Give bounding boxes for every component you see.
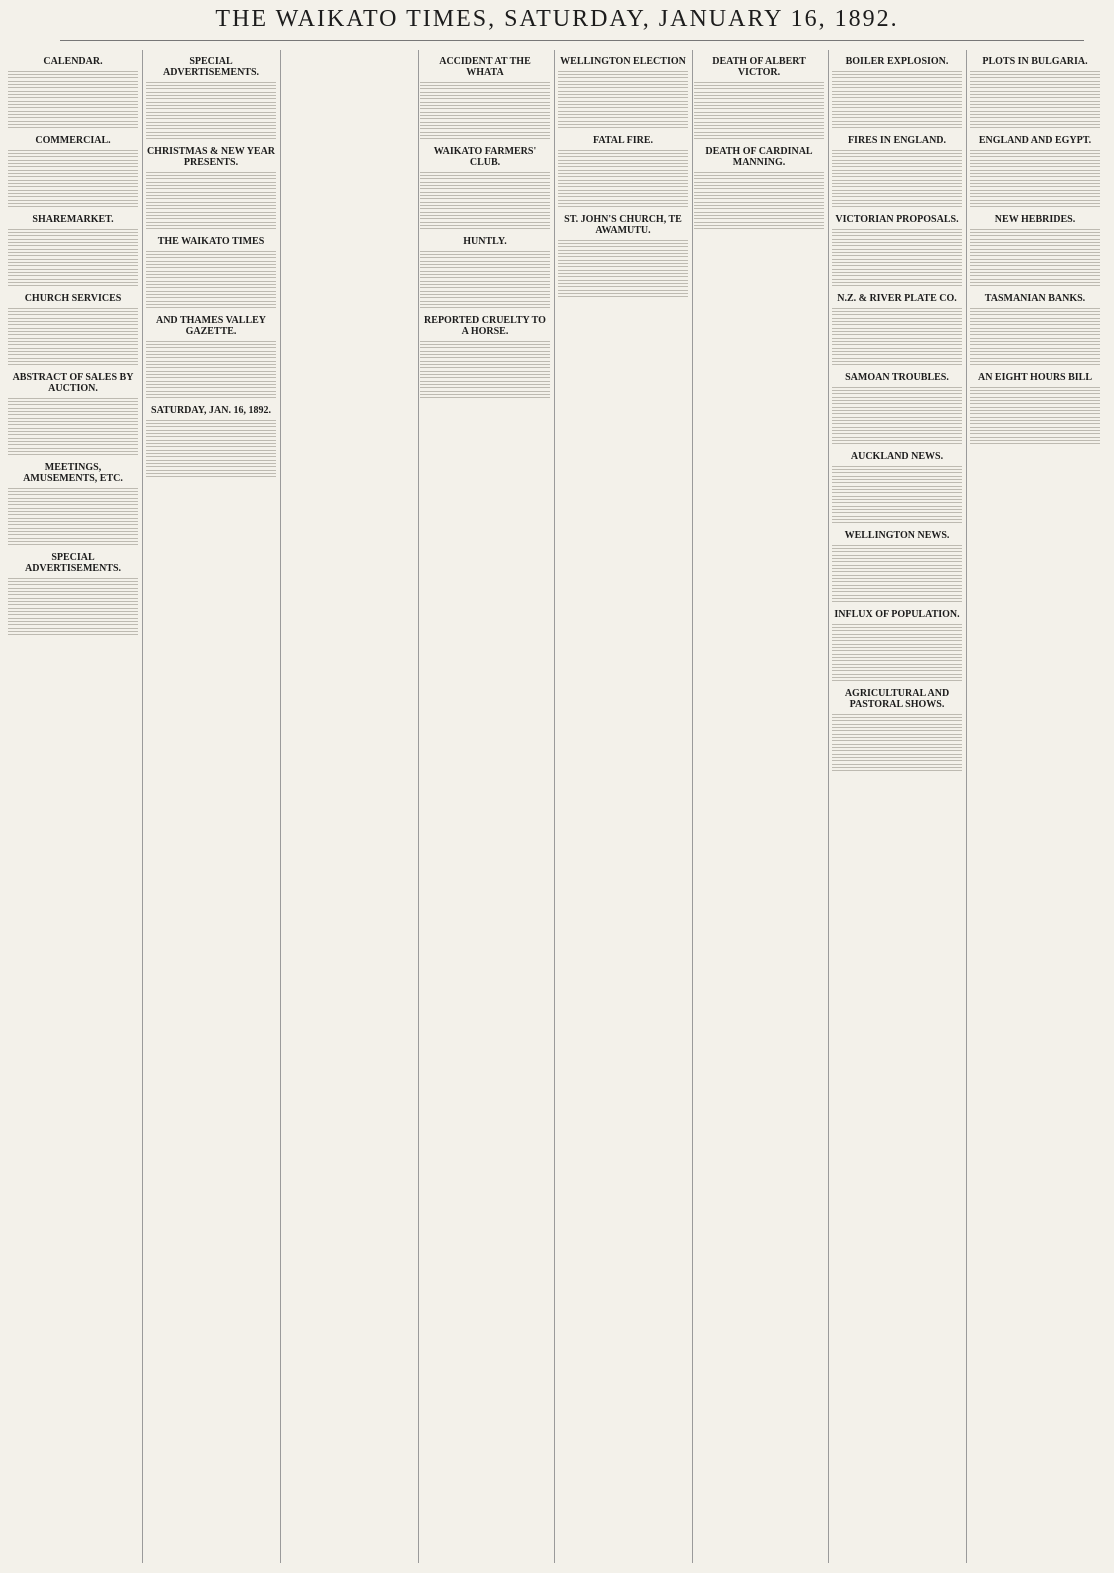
illegible-text-placeholder bbox=[8, 618, 138, 626]
column-heading: AUCKLAND NEWS. bbox=[850, 451, 944, 462]
illegible-text-placeholder bbox=[832, 269, 962, 277]
column-rule bbox=[828, 50, 829, 1563]
illegible-text-placeholder bbox=[832, 595, 962, 603]
illegible-text-placeholder bbox=[970, 338, 1100, 346]
illegible-text-placeholder bbox=[146, 301, 276, 309]
illegible-text-placeholder bbox=[420, 301, 550, 309]
illegible-text-placeholder bbox=[832, 259, 962, 267]
column-heading: CALENDAR. bbox=[43, 56, 103, 67]
illegible-text-placeholder bbox=[832, 486, 962, 494]
illegible-text-placeholder bbox=[420, 351, 550, 359]
illegible-text-placeholder bbox=[832, 575, 962, 583]
illegible-text-placeholder bbox=[832, 674, 962, 682]
illegible-text-placeholder bbox=[558, 121, 688, 129]
illegible-text-placeholder bbox=[8, 91, 138, 99]
illegible-text-placeholder bbox=[146, 430, 276, 438]
illegible-text-placeholder bbox=[146, 450, 276, 458]
column-heading: WELLINGTON ELECTION bbox=[560, 56, 686, 67]
illegible-text-placeholder bbox=[832, 150, 962, 158]
illegible-text-placeholder bbox=[832, 318, 962, 326]
illegible-text-placeholder bbox=[970, 111, 1100, 119]
illegible-text-placeholder bbox=[146, 371, 276, 379]
illegible-text-placeholder bbox=[420, 361, 550, 369]
illegible-text-placeholder bbox=[832, 545, 962, 553]
illegible-text-placeholder bbox=[970, 121, 1100, 129]
illegible-text-placeholder bbox=[970, 279, 1100, 287]
illegible-text-placeholder bbox=[8, 588, 138, 596]
column-heading: CHRISTMAS & NEW YEAR PRESENTS. bbox=[146, 146, 276, 168]
illegible-text-placeholder bbox=[832, 180, 962, 188]
illegible-text-placeholder bbox=[832, 387, 962, 395]
column-6 bbox=[694, 50, 824, 1563]
illegible-text-placeholder bbox=[832, 91, 962, 99]
illegible-text-placeholder bbox=[970, 180, 1100, 188]
illegible-text-placeholder bbox=[146, 391, 276, 399]
illegible-text-placeholder bbox=[146, 440, 276, 448]
column-heading: TASMANIAN BANKS. bbox=[984, 293, 1086, 304]
column-heading: AN EIGHT HOURS BILL bbox=[977, 372, 1092, 383]
illegible-text-placeholder bbox=[558, 200, 688, 208]
illegible-text-placeholder bbox=[970, 170, 1100, 178]
illegible-text-placeholder bbox=[970, 358, 1100, 366]
illegible-text-placeholder bbox=[420, 82, 550, 90]
column-heading: NEW HEBRIDES. bbox=[994, 214, 1076, 225]
illegible-text-placeholder bbox=[8, 488, 138, 496]
illegible-text-placeholder bbox=[420, 281, 550, 289]
illegible-text-placeholder bbox=[420, 381, 550, 389]
illegible-text-placeholder bbox=[146, 192, 276, 200]
illegible-text-placeholder bbox=[832, 427, 962, 435]
illegible-text-placeholder bbox=[558, 290, 688, 298]
illegible-text-placeholder bbox=[8, 71, 138, 79]
masthead-rule bbox=[60, 40, 1084, 41]
illegible-text-placeholder bbox=[832, 764, 962, 772]
illegible-text-placeholder bbox=[146, 182, 276, 190]
illegible-text-placeholder bbox=[694, 212, 824, 220]
illegible-text-placeholder bbox=[8, 438, 138, 446]
illegible-text-placeholder bbox=[832, 170, 962, 178]
illegible-text-placeholder bbox=[970, 91, 1100, 99]
illegible-text-placeholder bbox=[832, 644, 962, 652]
illegible-text-placeholder bbox=[970, 259, 1100, 267]
column-heading: SATURDAY, JAN. 16, 1892. bbox=[151, 405, 271, 416]
illegible-text-placeholder bbox=[832, 249, 962, 257]
illegible-text-placeholder bbox=[420, 271, 550, 279]
illegible-text-placeholder bbox=[694, 92, 824, 100]
illegible-text-placeholder bbox=[832, 624, 962, 632]
illegible-text-placeholder bbox=[694, 172, 824, 180]
illegible-text-placeholder bbox=[146, 92, 276, 100]
illegible-text-placeholder bbox=[558, 180, 688, 188]
illegible-text-placeholder bbox=[8, 498, 138, 506]
illegible-text-placeholder bbox=[558, 250, 688, 258]
illegible-text-placeholder bbox=[832, 338, 962, 346]
illegible-text-placeholder bbox=[694, 122, 824, 130]
illegible-text-placeholder bbox=[420, 172, 550, 180]
illegible-text-placeholder bbox=[420, 261, 550, 269]
illegible-text-placeholder bbox=[970, 328, 1100, 336]
column-heading: DEATH OF ALBERT VICTOR. bbox=[712, 56, 806, 78]
column-heading: DEATH OF CARDINAL MANNING. bbox=[705, 146, 813, 168]
illegible-text-placeholder bbox=[832, 239, 962, 247]
illegible-text-placeholder bbox=[8, 448, 138, 456]
illegible-text-placeholder bbox=[970, 150, 1100, 158]
illegible-text-placeholder bbox=[832, 734, 962, 742]
illegible-text-placeholder bbox=[558, 71, 688, 79]
illegible-text-placeholder bbox=[8, 318, 138, 326]
illegible-text-placeholder bbox=[8, 528, 138, 536]
illegible-text-placeholder bbox=[8, 408, 138, 416]
illegible-text-placeholder bbox=[420, 212, 550, 220]
illegible-text-placeholder bbox=[8, 150, 138, 158]
illegible-text-placeholder bbox=[146, 132, 276, 140]
illegible-text-placeholder bbox=[420, 222, 550, 230]
illegible-text-placeholder bbox=[970, 308, 1100, 316]
illegible-text-placeholder bbox=[146, 212, 276, 220]
illegible-text-placeholder bbox=[558, 170, 688, 178]
illegible-text-placeholder bbox=[146, 420, 276, 428]
illegible-text-placeholder bbox=[832, 190, 962, 198]
column-heading: SPECIAL ADVERTISEMENTS. bbox=[162, 56, 260, 78]
column-heading: AGRICULTURAL AND PASTORAL SHOWS. bbox=[844, 688, 950, 710]
illegible-text-placeholder bbox=[8, 418, 138, 426]
column-heading: ST. JOHN'S CHURCH, TE AWAMUTU. bbox=[564, 214, 682, 236]
illegible-text-placeholder bbox=[420, 202, 550, 210]
illegible-text-placeholder bbox=[970, 407, 1100, 415]
illegible-text-placeholder bbox=[832, 279, 962, 287]
illegible-text-placeholder bbox=[970, 387, 1100, 395]
illegible-text-placeholder bbox=[558, 190, 688, 198]
illegible-text-placeholder bbox=[832, 664, 962, 672]
illegible-text-placeholder bbox=[558, 81, 688, 89]
column-rule bbox=[966, 50, 967, 1563]
illegible-text-placeholder bbox=[420, 291, 550, 299]
masthead-title: THE WAIKATO TIMES, SATURDAY, JANUARY 16, 1892. bbox=[215, 6, 899, 32]
illegible-text-placeholder bbox=[8, 229, 138, 237]
column-rule bbox=[142, 50, 143, 1563]
illegible-text-placeholder bbox=[832, 200, 962, 208]
illegible-text-placeholder bbox=[8, 348, 138, 356]
illegible-text-placeholder bbox=[832, 565, 962, 573]
illegible-text-placeholder bbox=[146, 381, 276, 389]
column-heading: N.Z. & RIVER PLATE CO. bbox=[837, 293, 957, 304]
illegible-text-placeholder bbox=[832, 506, 962, 514]
illegible-text-placeholder bbox=[832, 754, 962, 762]
illegible-text-placeholder bbox=[832, 585, 962, 593]
illegible-text-placeholder bbox=[146, 291, 276, 299]
illegible-text-placeholder bbox=[146, 281, 276, 289]
illegible-text-placeholder bbox=[146, 202, 276, 210]
illegible-text-placeholder bbox=[558, 101, 688, 109]
column-heading: WAIKATO FARMERS' CLUB. bbox=[433, 146, 537, 168]
illegible-text-placeholder bbox=[558, 91, 688, 99]
column-heading: ACCIDENT AT THE WHATA bbox=[439, 56, 531, 78]
illegible-text-placeholder bbox=[694, 112, 824, 120]
illegible-text-placeholder bbox=[832, 437, 962, 445]
illegible-text-placeholder bbox=[832, 101, 962, 109]
illegible-text-placeholder bbox=[420, 391, 550, 399]
column-heading: INFLUX OF POPULATION. bbox=[834, 609, 960, 620]
illegible-text-placeholder bbox=[558, 240, 688, 248]
illegible-text-placeholder bbox=[832, 714, 962, 722]
illegible-text-placeholder bbox=[832, 160, 962, 168]
column-heading: VICTORIAN PROPOSALS. bbox=[835, 214, 959, 225]
illegible-text-placeholder bbox=[970, 348, 1100, 356]
illegible-text-placeholder bbox=[420, 132, 550, 140]
column-heading: WELLINGTON NEWS. bbox=[844, 530, 950, 541]
illegible-text-placeholder bbox=[970, 269, 1100, 277]
illegible-text-placeholder bbox=[558, 280, 688, 288]
illegible-text-placeholder bbox=[970, 71, 1100, 79]
illegible-text-placeholder bbox=[832, 407, 962, 415]
illegible-text-placeholder bbox=[8, 101, 138, 109]
illegible-text-placeholder bbox=[832, 81, 962, 89]
illegible-text-placeholder bbox=[8, 279, 138, 287]
illegible-text-placeholder bbox=[146, 82, 276, 90]
column-heading: CHURCH SERVICES bbox=[24, 293, 122, 304]
illegible-text-placeholder bbox=[8, 111, 138, 119]
illegible-text-placeholder bbox=[832, 724, 962, 732]
illegible-text-placeholder bbox=[8, 190, 138, 198]
column-7 bbox=[832, 50, 962, 1563]
column-heading: PLOTS IN BULGARIA. bbox=[982, 56, 1088, 67]
column-2 bbox=[146, 50, 276, 1563]
column-rule bbox=[554, 50, 555, 1563]
illegible-text-placeholder bbox=[970, 427, 1100, 435]
illegible-text-placeholder bbox=[146, 460, 276, 468]
illegible-text-placeholder bbox=[146, 271, 276, 279]
illegible-text-placeholder bbox=[832, 417, 962, 425]
illegible-text-placeholder bbox=[8, 170, 138, 178]
illegible-text-placeholder bbox=[832, 308, 962, 316]
illegible-text-placeholder bbox=[8, 358, 138, 366]
column-rule bbox=[418, 50, 419, 1563]
illegible-text-placeholder bbox=[8, 608, 138, 616]
illegible-text-placeholder bbox=[694, 82, 824, 90]
illegible-text-placeholder bbox=[970, 437, 1100, 445]
illegible-text-placeholder bbox=[8, 628, 138, 636]
illegible-text-placeholder bbox=[832, 121, 962, 129]
illegible-text-placeholder bbox=[558, 111, 688, 119]
illegible-text-placeholder bbox=[420, 122, 550, 130]
illegible-text-placeholder bbox=[146, 361, 276, 369]
column-4 bbox=[420, 50, 550, 1563]
illegible-text-placeholder bbox=[694, 202, 824, 210]
illegible-text-placeholder bbox=[146, 351, 276, 359]
illegible-text-placeholder bbox=[420, 182, 550, 190]
illegible-text-placeholder bbox=[832, 229, 962, 237]
illegible-text-placeholder bbox=[146, 102, 276, 110]
illegible-text-placeholder bbox=[832, 476, 962, 484]
illegible-text-placeholder bbox=[420, 192, 550, 200]
illegible-text-placeholder bbox=[832, 516, 962, 524]
illegible-text-placeholder bbox=[8, 338, 138, 346]
column-heading: BOILER EXPLOSION. bbox=[845, 56, 949, 67]
illegible-text-placeholder bbox=[832, 358, 962, 366]
illegible-text-placeholder bbox=[8, 518, 138, 526]
illegible-text-placeholder bbox=[832, 348, 962, 356]
illegible-text-placeholder bbox=[8, 180, 138, 188]
illegible-text-placeholder bbox=[8, 538, 138, 546]
column-rule bbox=[692, 50, 693, 1563]
column-8 bbox=[970, 50, 1100, 1563]
column-heading: REPORTED CRUELTY TO A HORSE. bbox=[424, 315, 546, 337]
illegible-text-placeholder bbox=[420, 251, 550, 259]
column-heading: FATAL FIRE. bbox=[592, 135, 653, 146]
illegible-text-placeholder bbox=[420, 112, 550, 120]
illegible-text-placeholder bbox=[146, 470, 276, 478]
illegible-text-placeholder bbox=[8, 508, 138, 516]
illegible-text-placeholder bbox=[8, 81, 138, 89]
illegible-text-placeholder bbox=[694, 222, 824, 230]
column-heading: SAMOAN TROUBLES. bbox=[845, 372, 949, 383]
illegible-text-placeholder bbox=[146, 122, 276, 130]
illegible-text-placeholder bbox=[970, 200, 1100, 208]
illegible-text-placeholder bbox=[8, 428, 138, 436]
illegible-text-placeholder bbox=[970, 249, 1100, 257]
illegible-text-placeholder bbox=[970, 101, 1100, 109]
illegible-text-placeholder bbox=[832, 654, 962, 662]
illegible-text-placeholder bbox=[832, 397, 962, 405]
column-heading: SHAREMARKET. bbox=[32, 214, 114, 225]
illegible-text-placeholder bbox=[694, 192, 824, 200]
illegible-text-placeholder bbox=[832, 111, 962, 119]
illegible-text-placeholder bbox=[420, 371, 550, 379]
column-3 bbox=[284, 50, 414, 1563]
illegible-text-placeholder bbox=[146, 251, 276, 259]
column-heading: ENGLAND AND EGYPT. bbox=[978, 135, 1092, 146]
illegible-text-placeholder bbox=[558, 150, 688, 158]
illegible-text-placeholder bbox=[8, 598, 138, 606]
illegible-text-placeholder bbox=[694, 132, 824, 140]
illegible-text-placeholder bbox=[970, 81, 1100, 89]
column-heading: AND THAMES VALLEY GAZETTE. bbox=[155, 315, 267, 337]
illegible-text-placeholder bbox=[8, 259, 138, 267]
illegible-text-placeholder bbox=[558, 270, 688, 278]
illegible-text-placeholder bbox=[970, 190, 1100, 198]
illegible-text-placeholder bbox=[832, 744, 962, 752]
illegible-text-placeholder bbox=[8, 121, 138, 129]
column-heading: SPECIAL ADVERTISEMENTS. bbox=[24, 552, 122, 574]
illegible-text-placeholder bbox=[832, 634, 962, 642]
illegible-text-placeholder bbox=[8, 239, 138, 247]
illegible-text-placeholder bbox=[832, 71, 962, 79]
illegible-text-placeholder bbox=[8, 328, 138, 336]
illegible-text-placeholder bbox=[970, 397, 1100, 405]
illegible-text-placeholder bbox=[8, 249, 138, 257]
illegible-text-placeholder bbox=[832, 466, 962, 474]
illegible-text-placeholder bbox=[970, 229, 1100, 237]
illegible-text-placeholder bbox=[8, 578, 138, 586]
illegible-text-placeholder bbox=[970, 417, 1100, 425]
illegible-text-placeholder bbox=[832, 555, 962, 563]
illegible-text-placeholder bbox=[8, 398, 138, 406]
illegible-text-placeholder bbox=[970, 160, 1100, 168]
column-heading: MEETINGS, AMUSEMENTS, ETC. bbox=[23, 462, 123, 484]
illegible-text-placeholder bbox=[8, 160, 138, 168]
illegible-text-placeholder bbox=[558, 160, 688, 168]
illegible-text-placeholder bbox=[146, 222, 276, 230]
illegible-text-placeholder bbox=[832, 496, 962, 504]
illegible-text-placeholder bbox=[832, 328, 962, 336]
illegible-text-placeholder bbox=[146, 172, 276, 180]
illegible-text-placeholder bbox=[8, 269, 138, 277]
column-heading: FIRES IN ENGLAND. bbox=[847, 135, 947, 146]
illegible-text-placeholder bbox=[146, 261, 276, 269]
illegible-text-placeholder bbox=[970, 239, 1100, 247]
column-1 bbox=[8, 50, 138, 1563]
column-heading: HUNTLY. bbox=[463, 236, 507, 247]
column-heading: ABSTRACT OF SALES BY AUCTION. bbox=[12, 372, 134, 394]
column-5 bbox=[558, 50, 688, 1563]
illegible-text-placeholder bbox=[146, 341, 276, 349]
illegible-text-placeholder bbox=[8, 200, 138, 208]
illegible-text-placeholder bbox=[558, 260, 688, 268]
illegible-text-placeholder bbox=[146, 112, 276, 120]
column-heading: COMMERCIAL. bbox=[35, 135, 111, 146]
illegible-text-placeholder bbox=[694, 182, 824, 190]
column-rule bbox=[280, 50, 281, 1563]
illegible-text-placeholder bbox=[970, 318, 1100, 326]
illegible-text-placeholder bbox=[420, 92, 550, 100]
column-heading: THE WAIKATO TIMES bbox=[157, 236, 265, 247]
illegible-text-placeholder bbox=[420, 341, 550, 349]
illegible-text-placeholder bbox=[8, 308, 138, 316]
illegible-text-placeholder bbox=[694, 102, 824, 110]
illegible-text-placeholder bbox=[420, 102, 550, 110]
